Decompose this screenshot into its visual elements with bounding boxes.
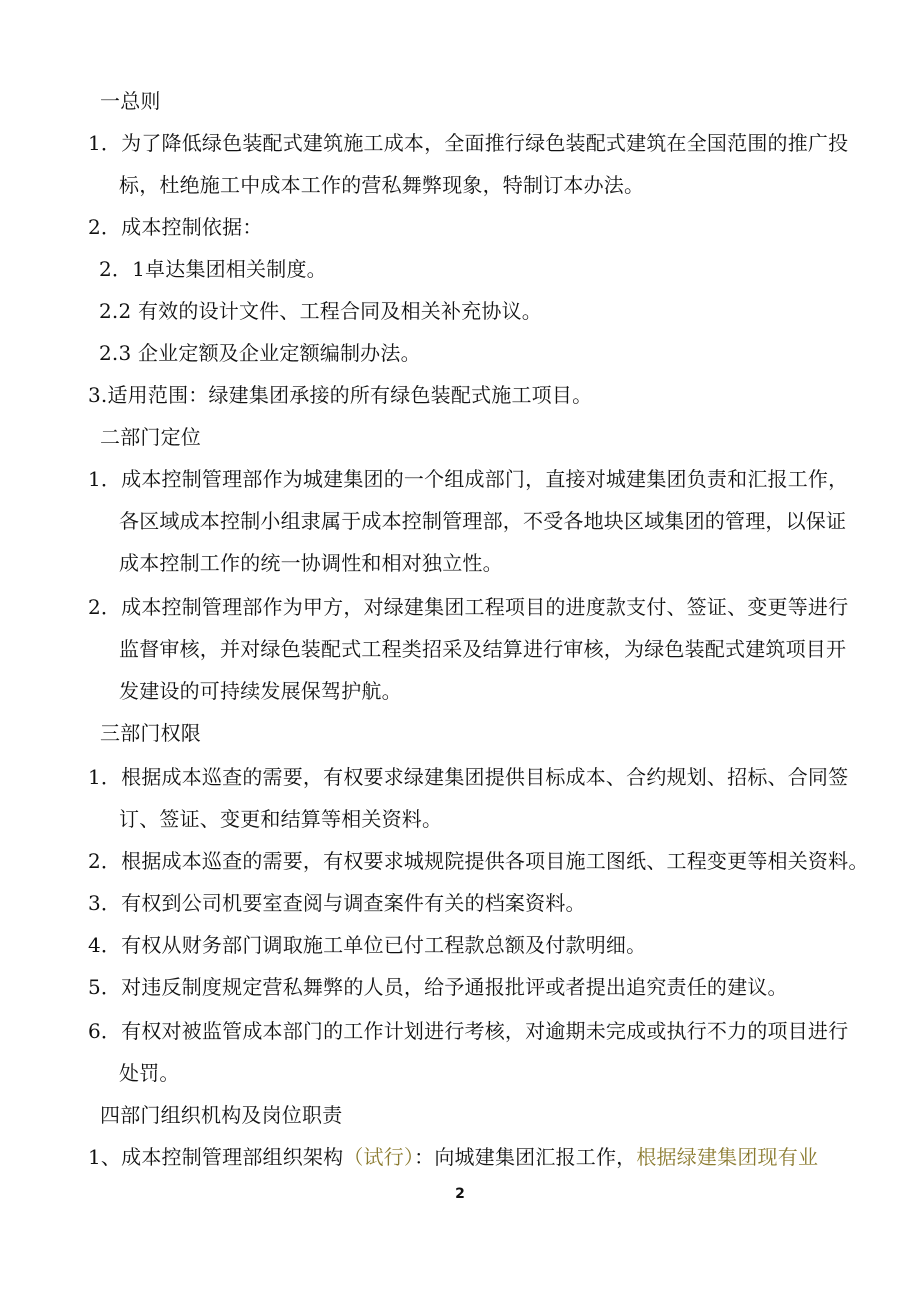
text-run: 1、成本控制管理部组织架构 xyxy=(88,1145,344,1169)
text-run: ：向城建集团汇报工作， xyxy=(414,1145,637,1169)
paragraph-line: 监督审核，并对绿色装配式工程类招采及结算进行审核，为绿色装配式建筑项目开 xyxy=(119,637,847,661)
paragraph-line: 2．根据成本巡查的需要，有权要求城规院提供各项目施工图纸、工程变更等相关资料。 xyxy=(88,849,869,873)
paragraph-line: 3.适用范围：绿建集团承接的所有绿色装配式施工项目。 xyxy=(88,383,593,407)
paragraph-line: 各区域成本控制小组隶属于成本控制管理部，不受各地块区域集团的管理，以保证 xyxy=(119,509,847,533)
page-number: 2 xyxy=(455,1186,465,1202)
paragraph-line: 成本控制工作的统一协调性和相对独立性。 xyxy=(119,551,503,575)
paragraph-line: 3．有权到公司机要室查阅与调查案件有关的档案资料。 xyxy=(88,891,586,915)
section-heading-organization: 四部门组织机构及岗位职责 xyxy=(100,1103,343,1127)
paragraph-line: 订、签证、变更和结算等相关资料。 xyxy=(119,807,443,831)
paragraph-line: 发建设的可持续发展保驾护航。 xyxy=(119,679,402,703)
paragraph-line: 标，杜绝施工中成本工作的营私舞弊现象，特制订本办法。 xyxy=(119,173,645,197)
highlighted-text: （试行） xyxy=(343,1145,415,1169)
paragraph-line xyxy=(88,1144,818,1170)
section-heading-authority: 三部门权限 xyxy=(100,721,201,745)
paragraph-line: 1．根据成本巡查的需要，有权要求绿建集团提供目标成本、合约规划、招标、合同签 xyxy=(88,765,849,789)
paragraph-line: 5．对违反制度规定营私舞弊的人员，给予通报批评或者提出追究责任的建议。 xyxy=(88,975,788,999)
paragraph-line: 处罚。 xyxy=(119,1061,180,1085)
paragraph-line: 6．有权对被监管成本部门的工作计划进行考核，对逾期未完成或执行不力的项目进行 xyxy=(88,1019,849,1043)
paragraph-line: 4．有权从财务部门调取施工单位已付工程款总额及付款明细。 xyxy=(88,933,647,957)
paragraph-line: 1．成本控制管理部作为城建集团的一个组成部门，直接对城建集团负责和汇报工作， xyxy=(88,467,849,491)
highlighted-text: 根据绿建集团现有业 xyxy=(636,1145,819,1169)
paragraph-line: 2．成本控制依据： xyxy=(88,215,263,239)
paragraph-line: 1．为了降低绿色装配式建筑施工成本，全面推行绿色装配式建筑在全国范围的推广投 xyxy=(88,131,849,155)
paragraph-line: 2．1卓达集团相关制度。 xyxy=(99,257,327,281)
section-heading-general: 一总则 xyxy=(100,89,161,113)
paragraph-line: 2.2 有效的设计文件、工程合同及相关补充协议。 xyxy=(99,299,542,323)
section-heading-positioning: 二部门定位 xyxy=(100,425,201,449)
paragraph-line: 2．成本控制管理部作为甲方，对绿建集团工程项目的进度款支付、签证、变更等进行 xyxy=(88,595,849,619)
paragraph-line: 2.3 企业定额及企业定额编制办法。 xyxy=(99,341,421,365)
